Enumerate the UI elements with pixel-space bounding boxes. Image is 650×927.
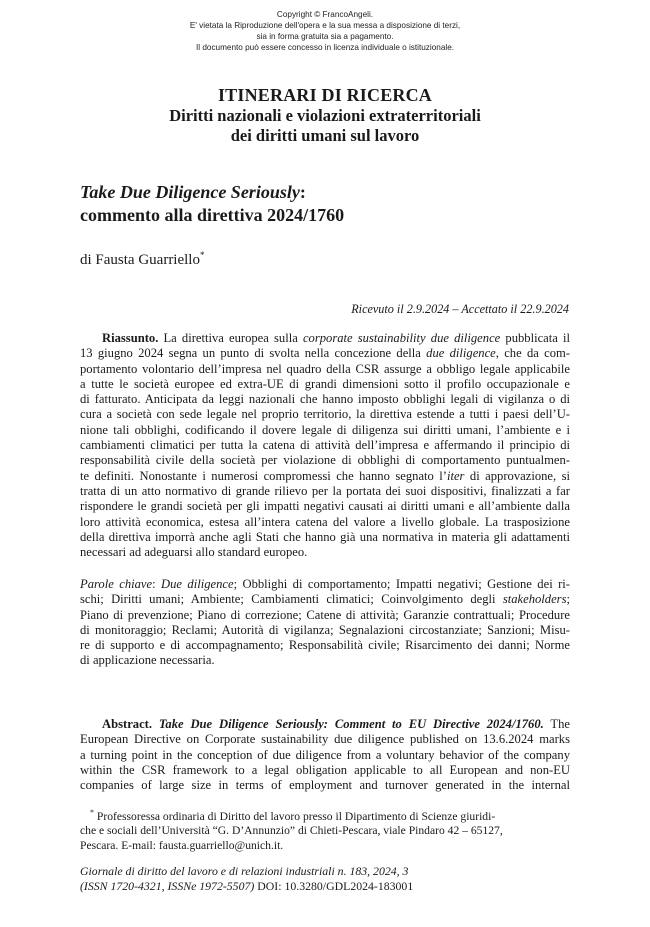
- journal-doi: DOI: 10.3280/GDL2024-183001: [254, 879, 414, 893]
- footnote-line: Pescara. E-mail: fausta.guarriello@unich.it.: [80, 838, 284, 852]
- section-subheading: Diritti nazionali e violazioni extraterritoriali: [169, 106, 481, 125]
- text-line: 13 giugno 2024 segna un punto di svolta nella concezione della due diligence, che da com-: [80, 346, 570, 361]
- footnote-line: * Professoressa ordinaria di Diritto del lavoro presso il Dipartimento di Scienze giuridi-: [90, 808, 496, 823]
- section-heading: ITINERARI DI RICERCA: [217, 85, 433, 105]
- footnote-mark: *: [199, 250, 205, 260]
- text-line: re di supporto e di accompagnamento; Responsabilità civile; Risarcimento dei danni; Norme: [80, 638, 570, 653]
- section-subheading: dei diritti umani sul lavoro: [230, 126, 420, 145]
- section-header: [0, 84, 650, 146]
- title-colon: :: [299, 182, 306, 202]
- text-line: Abstract. Take Due Diligence Seriously: Comment to EU Directive 2024/1760. The: [102, 717, 570, 731]
- text-line: companies of large size in terms of employment and turnover generated in the internal: [80, 778, 570, 793]
- author-footnote: [80, 806, 570, 853]
- copyright-line: Il documento può essere concesso in licenza individuale o istituzionale.: [195, 43, 455, 52]
- text-line: nione tali obblighi, codificando il dovere legale di diligenza sui diritti umani, l’ambiente e i: [80, 422, 570, 437]
- text-line: portamento volontario dell’impresa nel quadro della CSR assurge a obbligo legale applicabile: [80, 361, 570, 376]
- author-line: [80, 246, 204, 269]
- riassunto-paragraph: [80, 331, 570, 560]
- title-italic: Take Due Diligence Seriously: [80, 182, 300, 202]
- abstract-paragraph: [80, 717, 570, 793]
- copyright-line: E' vietata la Riproduzione dell'opera e la sua messa a disposizione di terzi,: [189, 21, 461, 30]
- text-line: European Directive on Corporate sustainability due diligence published on 13.6.2024 marks: [80, 732, 570, 747]
- copyright-notice: [0, 9, 650, 53]
- text-line: loro attività economica, estesa all’intera catena del valore a livello globale. La trasposizione: [80, 514, 570, 529]
- copyright-line: Copyright © FrancoAngeli.: [276, 10, 374, 19]
- text-line: tratta di un atto normativo di grande rilievo per la portata dei suoi dispositivi, finalizzati a far: [80, 483, 570, 498]
- text-line: schi; Diritti umani; Ambiente; Cambiamenti climatici; Coinvolgimento degli stakeholders;: [80, 592, 570, 607]
- text-line: rispondere le grandi società per gli impatti negativi causati ai diritti umani e all’ambiente dalla: [80, 499, 570, 514]
- footnote-mark: *: [90, 808, 94, 817]
- text-line: Piano di prevenzione; Piano di correzione; Catene di attività; Garanzie contrattuali; Procedure: [80, 607, 570, 622]
- received-dates: Ricevuto il 2.9.2024 – Accettato il 22.9.2024: [351, 302, 569, 316]
- text-line: di monitoraggio; Reclami; Autorità di vigilanza; Segnalazioni circostanziate; Sanzioni; Misu-: [80, 622, 570, 637]
- footnote-line: che e sociali dell’Università “G. D’Annunzio” di Chieti-Pescara, viale Pindaro 42 – 65127,: [80, 824, 503, 838]
- text-line: a turning point in the conception of due diligence from a voluntary behavior of the company: [80, 747, 570, 762]
- text-line: di fatturato. Anticipata da leggi nazionali che hanno imposto obblighi legali di vigilanza o di: [80, 392, 570, 407]
- text-line: Riassunto. La direttiva europea sulla corporate sustainability due diligence pubblicata il: [102, 331, 570, 345]
- text-line: responsabilità civile della società per violazione di obblighi di comportamento puntualmen-: [80, 453, 570, 468]
- text-line: a tutte le società europee ed extra-UE di grandi dimensioni sotto il profilo occupazionale e: [80, 376, 570, 391]
- text-line: Parole chiave: Due diligence; Obblighi di comportamento; Impatti negativi; Gestione dei ri-: [80, 577, 570, 591]
- journal-title: Giornale di diritto del lavoro e di relazioni industriali n. 183, 2024, 3: [80, 864, 409, 878]
- text-line: within the CSR framework to a legal obligation applicable to all European and non-EU: [80, 762, 570, 777]
- article-title: [80, 181, 580, 227]
- text-line: te definiti. Nonostante i numerosi compromessi che hanno segnato l’iter di approvazione, si: [80, 468, 570, 483]
- author-name: di Fausta Guarriello: [80, 252, 200, 268]
- text-line: cambiamenti climatici per tutta la catena di attività dell’impresa e affermando il principio di: [80, 438, 570, 453]
- text-line: necessari ad adeguarsi allo standard europeo.: [80, 545, 308, 560]
- copyright-line: sia in forma gratuita sia a pagamento.: [256, 32, 394, 41]
- keywords-paragraph: [80, 577, 570, 669]
- journal-identifiers: [80, 879, 570, 894]
- text-line: della direttiva imporrà anche agli Stati che hanno già una normativa in materia gli adattamenti: [80, 529, 570, 544]
- text-line: di applicazione necessaria.: [80, 653, 215, 668]
- title-line-2: commento alla direttiva 2024/1760: [80, 205, 345, 225]
- journal-issn: (ISSN 1720-4321, ISSNe 1972-5507): [80, 879, 255, 893]
- journal-citation: [80, 864, 570, 894]
- text-line: cura a società con sede legale nel proprio territorio, la direttiva estende a tutti i paesi dell’U-: [80, 407, 570, 422]
